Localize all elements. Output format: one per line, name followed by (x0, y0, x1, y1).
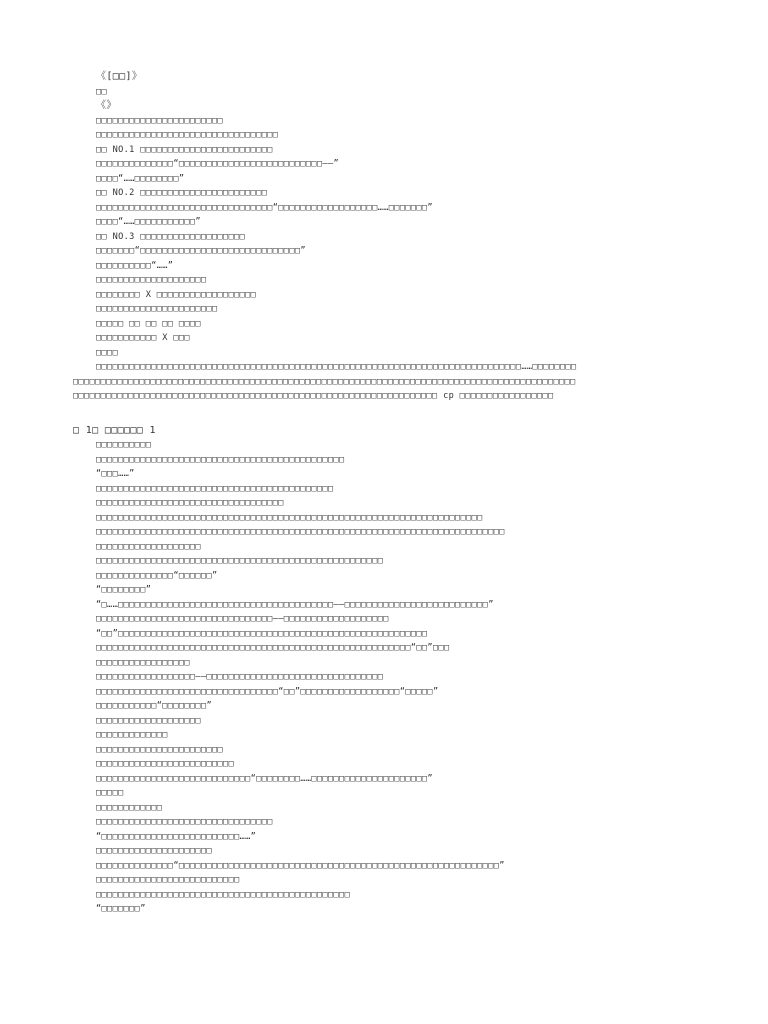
header-line: □□□□□□□□□□□□□□□□□□□□□□ (96, 304, 218, 314)
header-line: □□ NO.2 □□□□□□□□□□□□□□□□□□□□□□□ (96, 188, 268, 198)
chapter-line: □□□□□□□□□□□“□□□□□□□□” (96, 701, 213, 711)
chapter-line: □□□□□□□□□□□□□□□□□□□□□□□ (96, 744, 224, 755)
intro-paragraph-line: □□□□□□□□□□□□□□□□□□□□□□□□□□□□□□□□□□□□□□□□□□□□□□□□□□□□□□□□□□□□□□□□□□□□□□□□□□□□□□□□□□□□□□□□□□□ (73, 376, 576, 387)
chapter-line: □□□□□□□□□□□□□□“□□□□□□” (96, 570, 218, 581)
header-line: □□□□□□□□□□□□□□□□□□□□□□□□□□□□□□□□□ (96, 130, 279, 140)
chapter-line: □□□□□□□□□□□□□□□□□□□□□□□□□□□□□□□□□□□□□□□□□□□□□ (96, 454, 345, 465)
header-line: □□□□□□□□□□“……” (96, 260, 174, 271)
chapter-line: “□□□□□□□□□□□□□□□□□□□□□□□□□……” (96, 831, 257, 842)
header-line: □□□□□□□□ X □□□□□□□□□□□□□□□□□□ (96, 289, 257, 300)
chapter-line: □□□□□□□□□□□□□□□□□□□□□ (96, 846, 213, 856)
chapter-line: □□□□□□□□□□□□□□□□□□□ (96, 541, 201, 552)
header-line: □□□□□□□□□□□□□□“□□□□□□□□□□□□□□□□□□□□□□□□□□——” (96, 159, 340, 169)
book-title: 《[□□]》 (96, 71, 143, 82)
chapter-line: □□□□□□□□□□□□□□□□□□□□□□□□□□□□□□□□□□□□□□□□□□□□□□ (96, 889, 351, 900)
intro-paragraph-line: □□□□□□□□□□□□□□□□□□□□□□□□□□□□□□□□□□□□□□□□□□□□□□□□□□□□□□□□□□□□□□□□□□□□□□□□□□□□□……□□□□□□□□ (96, 362, 577, 372)
chapter-line: “□□□□□□□” (96, 904, 146, 914)
header-line: □□□□□□□“□□□□□□□□□□□□□□□□□□□□□□□□□□□□□” (96, 246, 306, 256)
chapter-line: □□□□□□□□□□□□□□□□□□□□□□□□□□□□□□□□——□□□□□□□□□□□□□□□□□□□ (96, 614, 389, 624)
header-line: □□ (96, 86, 108, 97)
chapter-line: □□□□□□□□□□□□□□□□□□□□□□□□□□□□□□□□□□□□□□□□□□□□□□□□□□□□ (96, 556, 384, 566)
header-line: □□□□□□□□□□□□□□□□□□□□ (96, 275, 207, 285)
front-matter (0, 70, 768, 404)
header-line: □□□□□ □□ □□ □□ □□□□ (96, 318, 201, 329)
document-page (0, 70, 768, 917)
chapter-title: □ 1□ □□□□□□ 1 (73, 424, 156, 436)
header-line: □□□□□□□□□□□ X □□□ (96, 333, 190, 343)
chapter-line: □□□□□□□□□□□□□□□□□□□□□□□□□□□□□□□□□□□□□□□□□□□□□□□□□□□□□□□□□“□□”□□□ (96, 643, 450, 653)
header-line: □□□□□□□□□□□□□□□□□□□□□□□□□□□□□□□□“□□□□□□□□□□□□□□□□□□……□□□□□□□” (96, 202, 433, 213)
chapter-line: □□□□□□□□□□□□□□□□□□□□□□□□□□ (96, 875, 240, 885)
chapter-line: □□□□□□□□□□□□□□□□□ (96, 657, 190, 668)
header-line: □□ NO.3 □□□□□□□□□□□□□□□□□□□ (96, 231, 246, 242)
chapter-line: “□□”□□□□□□□□□□□□□□□□□□□□□□□□□□□□□□□□□□□□□□□□□□□□□□□□□□□□□□□□ (96, 628, 428, 639)
chapter-line: □□□□□□□□□□□□□□□□□□□□□□□□□□□□□□□□□□ (96, 498, 284, 508)
header-line: □□□□□□□□□□□□□□□□□□□□□□□ (96, 115, 224, 126)
chapter-line: □□□□□□□□□□□□□□□□□□□□□□□□□□□□□□□□ (96, 817, 273, 827)
chapter-body (0, 424, 768, 917)
chapter-line: □□□□□□□□□□□□□□□□□□□□□□□□□ (96, 759, 235, 769)
chapter-line: □□□□□ (96, 788, 124, 798)
chapter-line: □□□□□□□□□□□□□□□□□□□□□□□□□□□□□□□□□□□□□□□□□□□□□□□□□□□□□□□□□□□□□□□□□□□□□□ (96, 512, 483, 523)
chapter-line: □□□□□□□□□□□□□ (96, 730, 168, 740)
section-gap (0, 404, 768, 424)
chapter-line: □□□□□□□□□□ (96, 440, 152, 450)
header-line: □□ NO.1 □□□□□□□□□□□□□□□□□□□□□□□□ (96, 144, 273, 155)
chapter-line: □□□□□□□□□□□□□□□□□□□ (96, 715, 201, 726)
chapter-line: □□□□□□□□□□□□□□□□□□□□□□□□□□□□□□□□□□□□□□□□□□□□□□□□□□□□□□□□□□□□□□□□□□□□□□□□□□ (96, 527, 505, 537)
header-line: 《》 (96, 100, 117, 111)
header-line: □□□□“……□□□□□□□□” (96, 173, 185, 184)
header-line: □□□□ (96, 347, 119, 358)
chapter-line: “□□□……” (96, 469, 135, 479)
intro-paragraph-line: □□□□□□□□□□□□□□□□□□□□□□□□□□□□□□□□□□□□□□□□□□□□□□□□□□□□□□□□□□□□□□□□□□ cp □□□□□□□□□□□□□□□□□ (73, 391, 554, 401)
chapter-line: □□□□□□□□□□□□□□□□□□——□□□□□□□□□□□□□□□□□□□□□□□□□□□□□□□□ (96, 672, 384, 682)
chapter-line: □□□□□□□□□□□□□□□□□□□□□□□□□□□□□□□□□“□□”□□□□□□□□□□□□□□□□□□“□□□□□” (96, 686, 439, 697)
chapter-line: □□□□□□□□□□□□ (96, 802, 163, 813)
chapter-line: □□□□□□□□□□□□□□“□□□□□□□□□□□□□□□□□□□□□□□□□□□□□□□□□□□□□□□□□□□□□□□□□□□□□□□□□□” (96, 860, 505, 871)
chapter-line: “□……□□□□□□□□□□□□□□□□□□□□□□□□□□□□□□□□□□□□□□□——□□□□□□□□□□□□□□□□□□□□□□□□□□” (96, 599, 494, 610)
header-line: □□□□“……□□□□□□□□□□□” (96, 217, 201, 227)
chapter-line: □□□□□□□□□□□□□□□□□□□□□□□□□□□□□□□□□□□□□□□□□□□ (96, 483, 334, 494)
chapter-line: □□□□□□□□□□□□□□□□□□□□□□□□□□□□“□□□□□□□□……□□□□□□□□□□□□□□□□□□□□□” (96, 773, 433, 784)
chapter-line: “□□□□□□□□” (96, 585, 152, 595)
